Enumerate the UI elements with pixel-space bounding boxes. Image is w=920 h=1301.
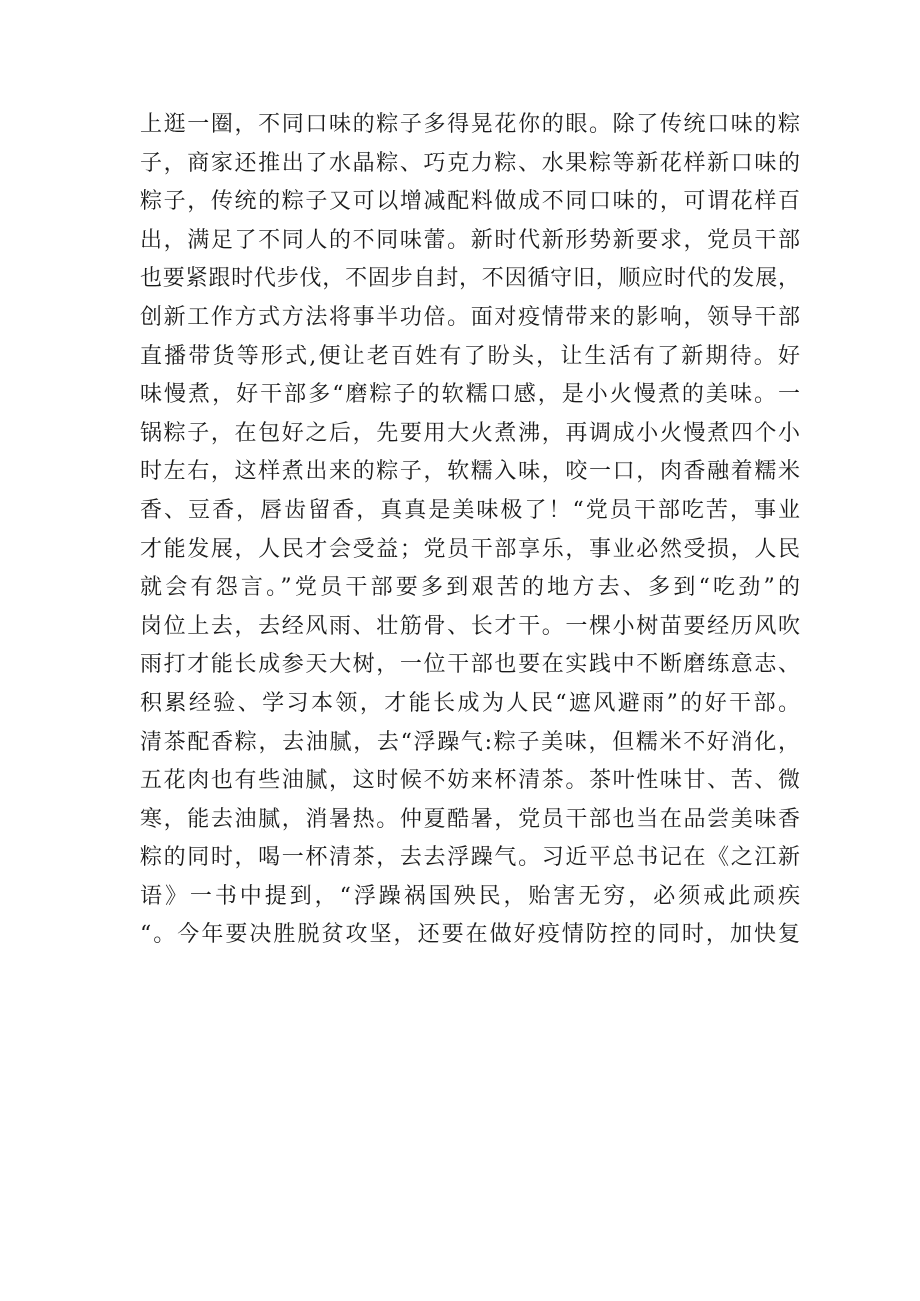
text-line: 粽的同时，喝一杯清茶，去去浮躁气。习近平总书记在《之江新 [140,845,800,871]
text-line: 雨打才能长成参天大树，一位干部也要在实践中不断磨练意志、 [140,652,800,678]
text-line: 积累经验、学习本领，才能长成为人民“遮风避雨”的好干部。 [140,690,800,716]
text-line: 味慢煮，好干部多“磨粽子的软糯口感，是小火慢煮的美味。一 [140,382,800,408]
text-line: 才能发展，人民才会受益；党员干部享乐，事业必然受损，人民 [140,536,800,562]
text-line: 就会有怨言。”党员干部要多到艰苦的地方去、多到“吃劲”的 [140,575,800,601]
text-line: 清茶配香粽，去油腻，去“浮躁气:粽子美味，但糯米不好消化， [140,729,800,755]
text-line: 出，满足了不同人的不同味蕾。新时代新形势新要求，党员干部 [140,227,800,253]
text-line: 寒，能去油腻，消暑热。仲夏酷暑，党员干部也当在品尝美味香 [140,806,800,832]
text-line: 直播带货等形式,便让老百姓有了盼头，让生活有了新期待。好 [140,343,800,369]
text-line: 粽子，传统的粽子又可以增减配料做成不同口味的，可谓花样百 [140,189,800,215]
text-line: 香、豆香，唇齿留香，真真是美味极了！“党员干部吃苦，事业 [140,497,800,523]
text-line: 子，商家还推出了水晶粽、巧克力粽、水果粽等新花样新口味的 [140,150,800,176]
text-line: “。今年要决胜脱贫攻坚，还要在做好疫情防控的同时，加快复 [140,922,800,948]
text-line: 也要紧跟时代步伐，不固步自封，不因循守旧，顺应时代的发展， [140,266,800,292]
text-line: 时左右，这样煮出来的粽子，软糯入味，咬一口，肉香融着糯米 [140,459,800,485]
text-line: 语》一书中提到，“浮躁祸国殃民，贻害无穷，必须戒此顽疾 [140,883,800,909]
body-text [140,106,800,955]
text-line: 五花肉也有些油腻，这时候不妨来杯清茶。茶叶性味甘、苦、微 [140,768,800,794]
text-line: 岗位上去，去经风雨、壮筋骨、长才干。一棵小树苗要经历风吹 [140,613,800,639]
text-line: 上逛一圈，不同口味的粽子多得晃花你的眼。除了传统口味的粽 [140,112,800,137]
text-line: 锅粽子，在包好之后，先要用大火煮沸，再调成小火慢煮四个小 [140,420,800,446]
text-line: 创新工作方式方法将事半功倍。面对疫情带来的影响，领导干部 [140,304,800,330]
